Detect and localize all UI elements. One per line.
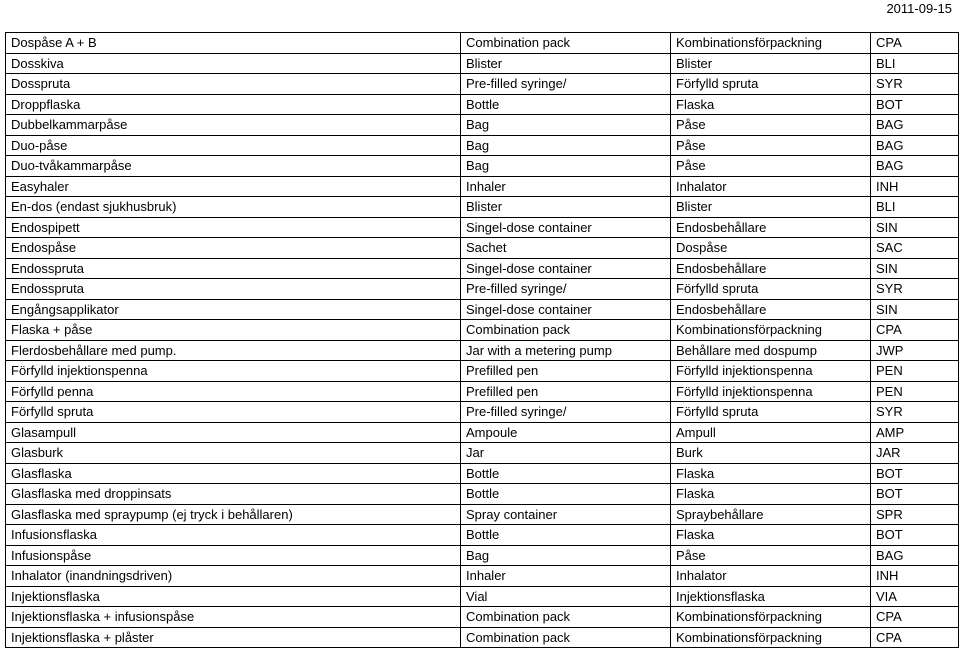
table-row [6,258,959,279]
table-row [6,402,959,423]
table-row [6,74,959,95]
code-cell: BLI [871,53,959,74]
code-cell: BOT [871,463,959,484]
english-term-cell: Bottle [461,463,671,484]
code-cell: BOT [871,94,959,115]
swedish-translation-cell: Spraybehållare [671,504,871,525]
swedish-term-cell: Injektionsflaska [6,586,461,607]
english-term-cell: Jar with a metering pump [461,340,671,361]
swedish-term-cell: Förfylld spruta [6,402,461,423]
table-row [6,545,959,566]
code-cell: CPA [871,320,959,341]
english-term-cell: Ampoule [461,422,671,443]
swedish-term-cell: Förfylld injektionspenna [6,361,461,382]
swedish-translation-cell: Flaska [671,484,871,505]
table-row [6,484,959,505]
code-cell: SIN [871,299,959,320]
english-term-cell: Prefilled pen [461,361,671,382]
code-cell: BAG [871,156,959,177]
swedish-translation-cell: Blister [671,53,871,74]
swedish-term-cell: Infusionspåse [6,545,461,566]
swedish-term-cell: Endosspruta [6,258,461,279]
english-term-cell: Sachet [461,238,671,259]
swedish-translation-cell: Endosbehållare [671,299,871,320]
swedish-term-cell: Endospipett [6,217,461,238]
swedish-term-cell: Glasburk [6,443,461,464]
code-cell: VIA [871,586,959,607]
code-cell: BOT [871,525,959,546]
swedish-term-cell: Engångsapplikator [6,299,461,320]
code-cell: SAC [871,238,959,259]
table-row [6,94,959,115]
table-row [6,115,959,136]
english-term-cell: Prefilled pen [461,381,671,402]
swedish-translation-cell: Inhalator [671,566,871,587]
english-term-cell: Bag [461,115,671,136]
packaging-table [5,32,959,648]
code-cell: BLI [871,197,959,218]
english-term-cell: Jar [461,443,671,464]
swedish-term-cell: Duo-påse [6,135,461,156]
english-term-cell: Bottle [461,94,671,115]
table-row [6,443,959,464]
english-term-cell: Singel-dose container [461,217,671,238]
english-term-cell: Spray container [461,504,671,525]
code-cell: BAG [871,115,959,136]
english-term-cell: Inhaler [461,566,671,587]
swedish-translation-cell: Förfylld spruta [671,74,871,95]
code-cell: JWP [871,340,959,361]
swedish-term-cell: Endospåse [6,238,461,259]
swedish-translation-cell: Förfylld injektionspenna [671,361,871,382]
english-term-cell: Pre-filled syringe/ [461,74,671,95]
english-term-cell: Combination pack [461,33,671,54]
english-term-cell: Combination pack [461,627,671,648]
table-row [6,381,959,402]
code-cell: SIN [871,217,959,238]
english-term-cell: Blister [461,197,671,218]
swedish-term-cell: Easyhaler [6,176,461,197]
swedish-term-cell: Glasflaska med spraypump (ej tryck i behållaren) [6,504,461,525]
document-date: 2011-09-15 [886,1,952,16]
table-row [6,422,959,443]
swedish-translation-cell: Burk [671,443,871,464]
table-row [6,361,959,382]
table-row [6,135,959,156]
swedish-translation-cell: Påse [671,115,871,136]
code-cell: CPA [871,627,959,648]
table-row [6,525,959,546]
code-cell: SPR [871,504,959,525]
swedish-translation-cell: Dospåse [671,238,871,259]
swedish-translation-cell: Flaska [671,94,871,115]
code-cell: CPA [871,33,959,54]
swedish-term-cell: Droppflaska [6,94,461,115]
swedish-translation-cell: Påse [671,135,871,156]
table-row [6,607,959,628]
swedish-term-cell: Flaska + påse [6,320,461,341]
swedish-term-cell: Infusionsflaska [6,525,461,546]
table-row [6,504,959,525]
swedish-translation-cell: Förfylld spruta [671,279,871,300]
swedish-translation-cell: Flaska [671,463,871,484]
swedish-term-cell: Dosspruta [6,74,461,95]
swedish-translation-cell: Inhalator [671,176,871,197]
code-cell: PEN [871,381,959,402]
swedish-translation-cell: Förfylld injektionspenna [671,381,871,402]
swedish-term-cell: Duo-tvåkammarpåse [6,156,461,177]
swedish-translation-cell: Kombinationsförpackning [671,33,871,54]
code-cell: BAG [871,135,959,156]
english-term-cell: Bottle [461,484,671,505]
table-row [6,320,959,341]
swedish-term-cell: En-dos (endast sjukhusbruk) [6,197,461,218]
code-cell: SYR [871,74,959,95]
code-cell: PEN [871,361,959,382]
english-term-cell: Pre-filled syringe/ [461,402,671,423]
swedish-term-cell: Inhalator (inandningsdriven) [6,566,461,587]
swedish-translation-cell: Endosbehållare [671,217,871,238]
swedish-translation-cell: Ampull [671,422,871,443]
swedish-translation-cell: Påse [671,156,871,177]
swedish-term-cell: Endosspruta [6,279,461,300]
table-row [6,33,959,54]
table-row [6,197,959,218]
english-term-cell: Bag [461,545,671,566]
table-row [6,238,959,259]
table-body [6,33,959,648]
table-row [6,176,959,197]
code-cell: INH [871,176,959,197]
table-row [6,627,959,648]
table-row [6,53,959,74]
code-cell: BAG [871,545,959,566]
swedish-translation-cell: Påse [671,545,871,566]
english-term-cell: Singel-dose container [461,299,671,320]
swedish-translation-cell: Kombinationsförpackning [671,320,871,341]
swedish-translation-cell: Förfylld spruta [671,402,871,423]
table-row [6,566,959,587]
english-term-cell: Bottle [461,525,671,546]
code-cell: SYR [871,279,959,300]
english-term-cell: Pre-filled syringe/ [461,279,671,300]
swedish-term-cell: Glasampull [6,422,461,443]
table-row [6,156,959,177]
code-cell: SYR [871,402,959,423]
table-row [6,340,959,361]
swedish-translation-cell: Flaska [671,525,871,546]
table-row [6,279,959,300]
swedish-translation-cell: Endosbehållare [671,258,871,279]
code-cell: JAR [871,443,959,464]
swedish-term-cell: Injektionsflaska + infusionspåse [6,607,461,628]
swedish-term-cell: Glasflaska med droppinsats [6,484,461,505]
swedish-translation-cell: Behållare med dospump [671,340,871,361]
table-row [6,463,959,484]
english-term-cell: Singel-dose container [461,258,671,279]
code-cell: INH [871,566,959,587]
english-term-cell: Combination pack [461,607,671,628]
swedish-translation-cell: Kombinationsförpackning [671,607,871,628]
english-term-cell: Inhaler [461,176,671,197]
english-term-cell: Bag [461,135,671,156]
swedish-term-cell: Injektionsflaska + plåster [6,627,461,648]
code-cell: CPA [871,607,959,628]
swedish-term-cell: Dubbelkammarpåse [6,115,461,136]
code-cell: AMP [871,422,959,443]
swedish-term-cell: Dospåse A + B [6,33,461,54]
swedish-translation-cell: Kombinationsförpackning [671,627,871,648]
swedish-term-cell: Flerdosbehållare med pump. [6,340,461,361]
english-term-cell: Blister [461,53,671,74]
english-term-cell: Bag [461,156,671,177]
swedish-term-cell: Förfylld penna [6,381,461,402]
swedish-term-cell: Glasflaska [6,463,461,484]
table-row [6,586,959,607]
english-term-cell: Vial [461,586,671,607]
swedish-translation-cell: Blister [671,197,871,218]
table-row [6,299,959,320]
english-term-cell: Combination pack [461,320,671,341]
swedish-translation-cell: Injektionsflaska [671,586,871,607]
code-cell: BOT [871,484,959,505]
table-row [6,217,959,238]
swedish-term-cell: Dosskiva [6,53,461,74]
code-cell: SIN [871,258,959,279]
